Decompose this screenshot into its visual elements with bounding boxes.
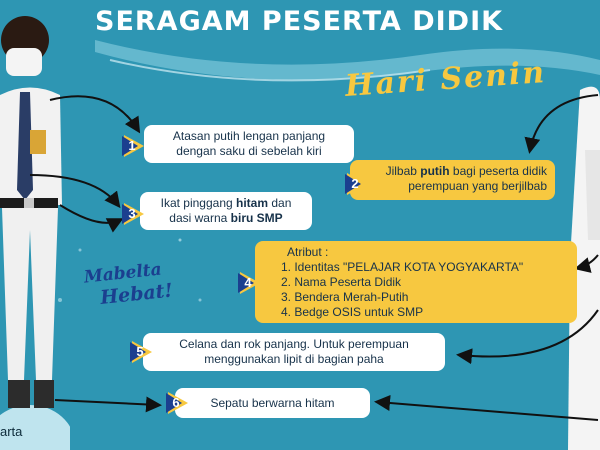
item-1-text: Atasan putih lengan panjang dengan saku di sebelah kiri [172,129,326,158]
item-card-3 [140,192,312,230]
item-card-6 [175,388,370,418]
photo-caption: arta [0,424,23,439]
item-3-text-bold: hitam [236,196,269,210]
slogan-line-1: Mabelta [83,259,163,288]
item-2-text-bold: putih [420,164,450,178]
item-4-number: 4 [244,275,252,290]
item-card-5 [143,333,445,371]
attribute-item: 4. Bedge OSIS untuk SMP [281,305,424,319]
item-3-text-mid: dan dasi warna [169,196,292,225]
item-3-text-bold2: biru SMP [230,211,283,225]
page-title: SERAGAM PESERTA DIDIK [95,6,504,37]
item-5-number: 5 [136,344,144,359]
item-5-text: Celana dan rok panjang. Untuk perempuan menggunakan lipit di bagian paha [179,337,409,366]
item-badge-1 [122,133,148,159]
item-badge-6 [166,390,192,416]
item-6-text: Sepatu berwarna hitam [210,396,335,410]
attribute-item: 3. Bendera Merah-Putih [281,290,409,304]
student-girl-image [560,0,600,450]
item-4-heading: Atribut : [287,245,329,259]
item-badge-3 [122,201,148,227]
item-3-text-pre: Ikat pinggang [160,196,237,210]
attribute-item: 1. Identitas "PELAJAR KOTA YOGYAKARTA" [281,260,524,274]
item-2-number: 2 [351,176,359,191]
item-6-number: 6 [172,395,180,410]
item-card-4 [255,241,577,323]
slogan [83,258,174,311]
item-card-1 [144,125,354,163]
page-subtitle: Hari Senin [344,55,548,104]
item-2-text-pre: Jilbab [385,164,421,178]
attribute-item: 2. Nama Peserta Didik [281,275,402,289]
attribute-list [267,260,565,320]
item-badge-2 [345,171,371,197]
item-card-2 [350,160,555,200]
slogan-line-2: Hebat! [99,279,174,309]
item-3-number: 3 [128,206,136,221]
item-badge-4 [238,270,264,296]
student-boy-image [0,0,70,450]
item-2-text-post: bagi peserta didik perempuan yang berjilbab [408,164,547,193]
item-badge-5 [130,339,156,365]
item-1-number: 1 [128,138,136,153]
